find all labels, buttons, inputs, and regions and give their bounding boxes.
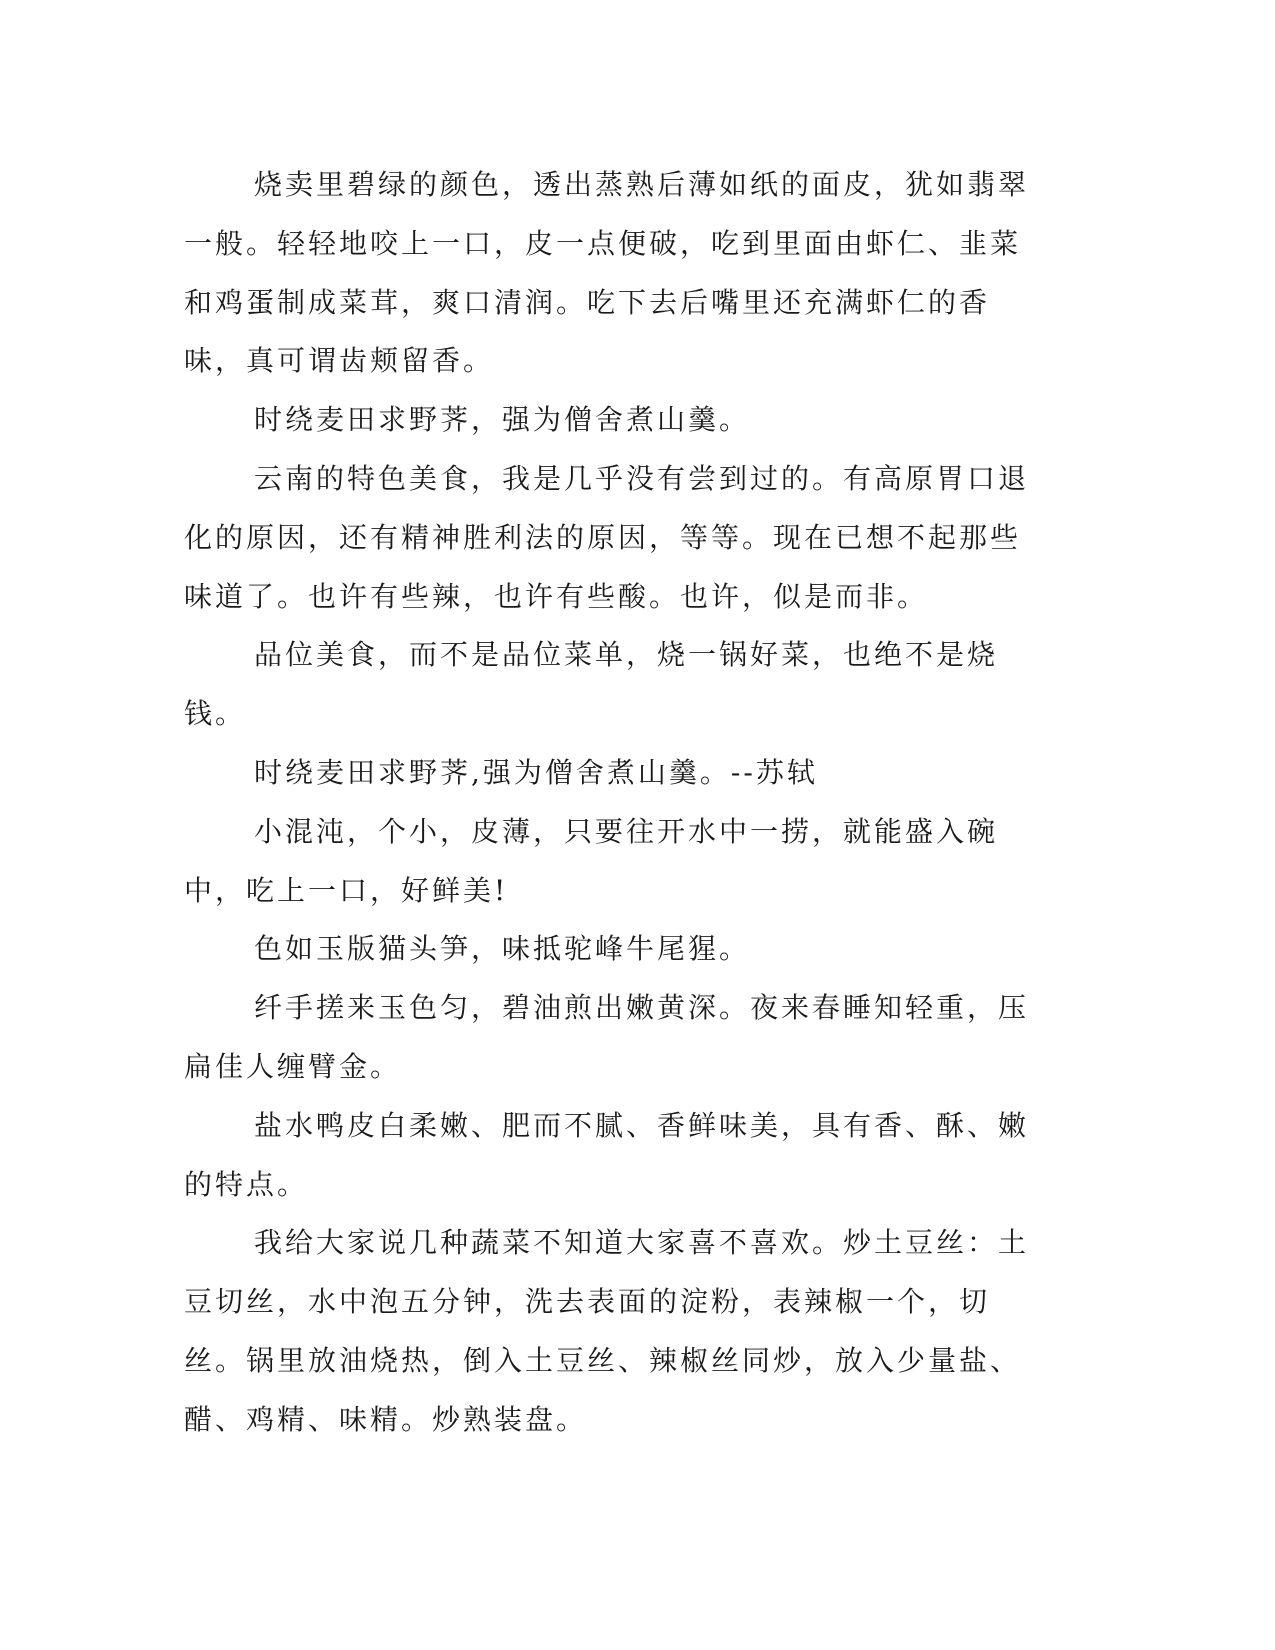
paragraph-poem-line: 时绕麦田求野荠，强为僧舍煮山羹。 <box>254 403 751 437</box>
paragraph-su-shi-quote: 时绕麦田求野荠,强为僧舍煮山羹。--苏轼 <box>254 755 818 789</box>
paragraph-shaomai: 烧卖里碧绿的颜色，透出蒸熟后薄如纸的面皮，犹如翡翠一般。轻轻地咬上一口，皮一点便破，吃到里面由虾仁、韭菜和鸡蛋制成菜茸，爽口清润。吃下去后嘴里还充满虾仁的香味，真可谓齿颊留香。 <box>184 168 1030 378</box>
document-body <box>184 156 1036 1450</box>
paragraph-yunnan-food: 云南的特色美食，我是几乎没有尝到过的。有高原胃口退化的原因，还有精神胜利法的原因，等等。现在已想不起那些味道了。也许有些辣，也许有些酸。也许，似是而非。 <box>184 461 1030 613</box>
paragraph-bamboo-shoot: 色如玉版猫头笋，味抵驼峰牛尾猩。 <box>254 932 751 966</box>
paragraph-taste-food: 品位美食，而不是品位菜单，烧一锅好菜，也绝不是烧钱。 <box>184 638 999 731</box>
paragraph-fried-dough: 纤手搓来玉色匀，碧油煎出嫩黄深。夜来春睡知轻重，压扁佳人缠臂金。 <box>184 991 1030 1083</box>
paragraph-salted-duck: 盐水鸭皮白柔嫩、肥而不腻、香鲜味美，具有香、酥、嫩的特点。 <box>184 1108 1030 1201</box>
paragraph-potato-recipe: 我给大家说几种蔬菜不知道大家喜不喜欢。炒土豆丝：土豆切丝，水中泡五分钟，洗去表面的淀粉，表辣椒一个，切丝。锅里放油烧热，倒入土豆丝、辣椒丝同炒，放入少量盐、醋、鸡精、味精。炒熟装盘。 <box>184 1226 1030 1436</box>
paragraph-wonton: 小混沌，个小，皮薄，只要往开水中一捞，就能盛入碗中，吃上一口，好鲜美! <box>184 814 999 907</box>
